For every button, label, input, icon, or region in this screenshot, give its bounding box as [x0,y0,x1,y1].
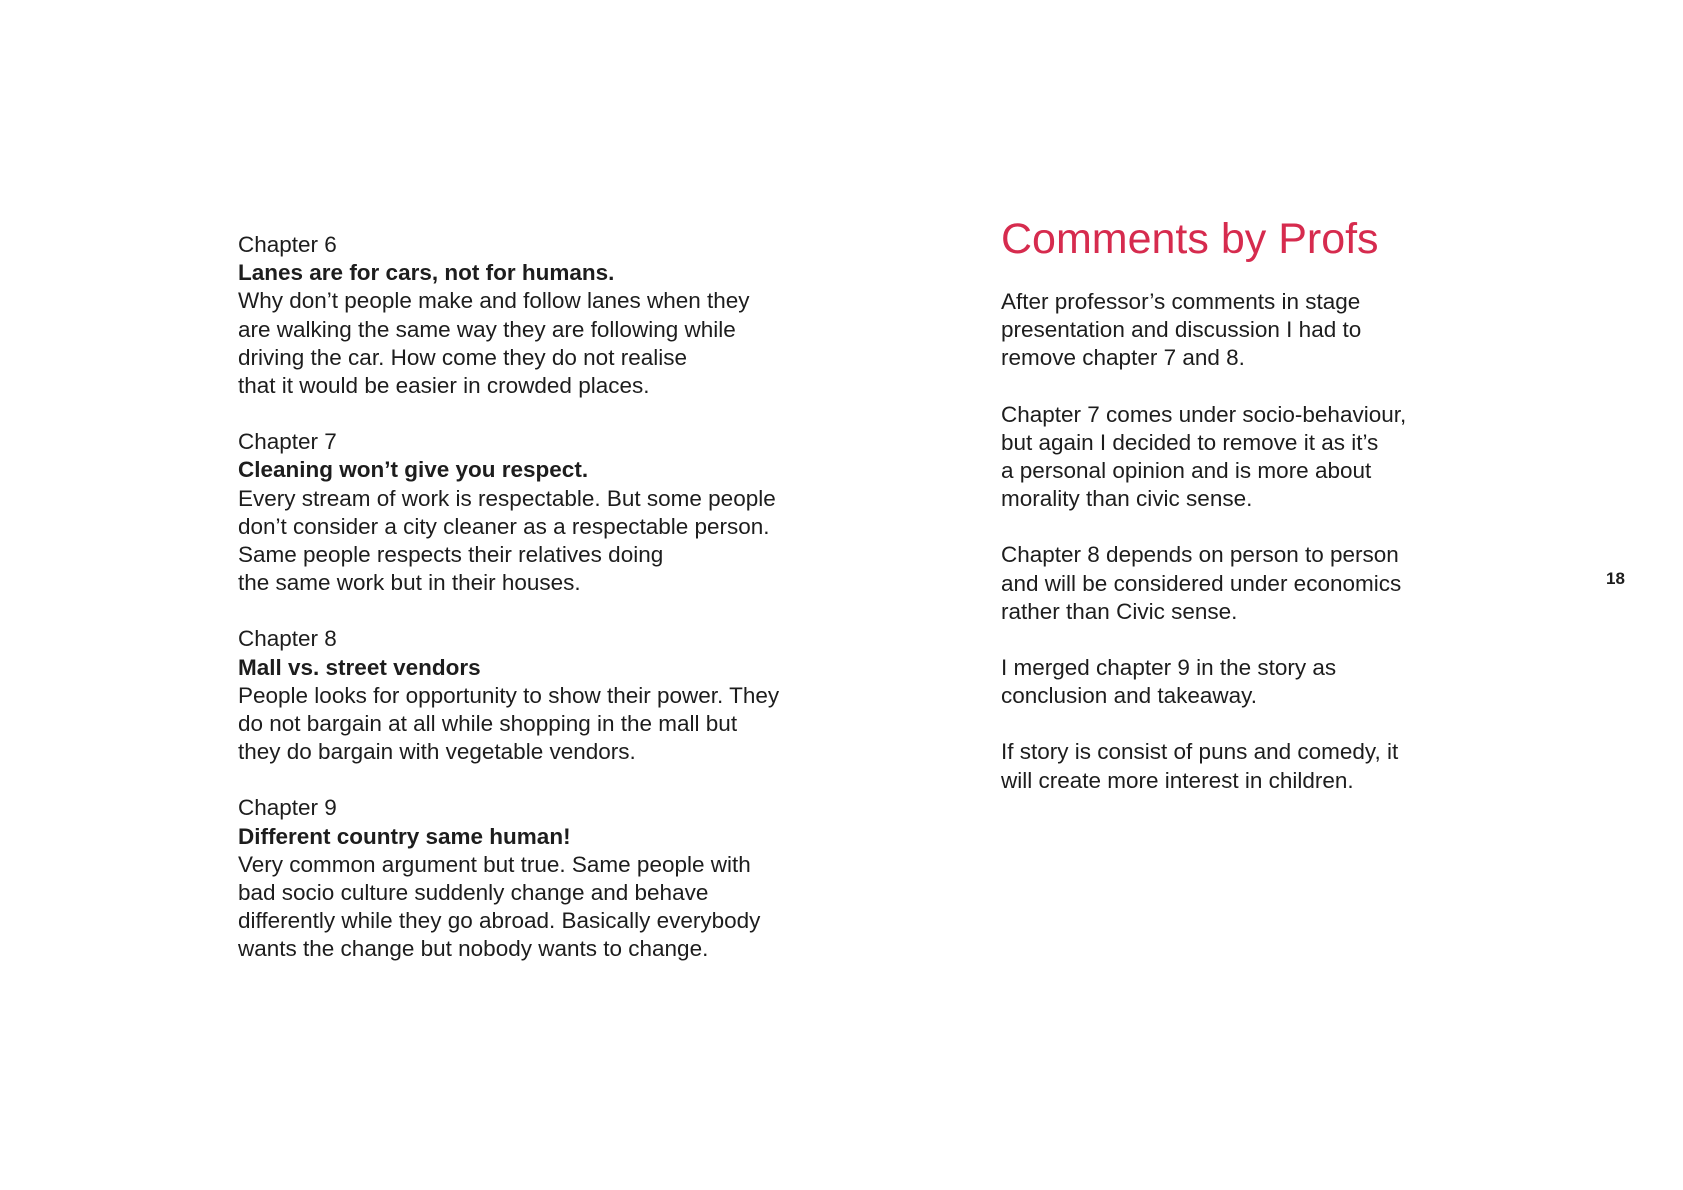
chapter-9 [238,794,858,963]
comment-text-line: rather than Civic sense. [1001,598,1238,624]
comment-text-line: a personal opinion and is more about [1001,458,1372,484]
chapter-6 [238,231,858,400]
comment-text-line: presentation and discussion I had to [1001,317,1362,343]
comment-paragraph [1001,288,1521,373]
comment-paragraph [1001,401,1521,514]
chapter-text-line: that it would be easier in crowded places. [238,373,650,399]
comment-paragraph [1001,738,1521,794]
chapter-title: Mall vs. street vendors [238,654,481,680]
comment-paragraph [1001,541,1521,626]
chapter-number: Chapter 7 [238,429,337,455]
chapter-7 [238,428,858,597]
comment-text-line: conclusion and takeaway. [1001,683,1257,709]
chapter-text-line: bad socio culture suddenly change and behave [238,880,709,906]
chapter-text-line: differently while they go abroad. Basically everybody [238,908,761,934]
chapter-text-line: don’t consider a city cleaner as a respectable person. [238,513,770,539]
comments-section [1001,212,1521,823]
chapter-title: Cleaning won’t give you respect. [238,457,589,483]
comment-paragraph [1001,654,1521,710]
chapter-text-line: Same people respects their relatives doing [238,542,664,568]
comment-text-line: If story is consist of puns and comedy, it [1001,739,1399,765]
page-number: 18 [1606,569,1625,588]
comment-text-line: and will be considered under economics [1001,570,1402,596]
comment-text-line: Chapter 8 depends on person to person [1001,542,1399,568]
chapter-text-line: Why don’t people make and follow lanes when they [238,288,750,314]
comment-text-line: morality than civic sense. [1001,486,1253,512]
chapter-text-line: driving the car. How come they do not realise [238,344,687,370]
chapter-number: Chapter 6 [238,232,337,257]
chapter-title: Lanes are for cars, not for humans. [238,260,615,286]
chapter-number: Chapter 8 [238,626,337,652]
comment-text-line: Chapter 7 comes under socio-behaviour, [1001,401,1407,427]
comments-heading: Comments by Profs [1001,215,1379,263]
comment-text-line: After professor’s comments in stage [1001,289,1361,314]
chapter-text-line: Every stream of work is respectable. But some people [238,485,776,511]
chapter-text-line: they do bargain with vegetable vendors. [238,739,636,765]
comment-text-line: I merged chapter 9 in the story as [1001,655,1337,681]
chapter-8 [238,625,858,766]
comment-text-line: remove chapter 7 and 8. [1001,345,1245,371]
chapter-text-line: wants the change but nobody wants to change. [238,936,709,962]
comment-text-line: will create more interest in children. [1001,767,1354,793]
chapter-text-line: the same work but in their houses. [238,570,581,596]
comment-text-line: but again I decided to remove it as it’s [1001,429,1379,455]
chapter-number: Chapter 9 [238,795,337,821]
chapter-text-line: are walking the same way they are following while [238,316,736,342]
chapter-title: Different country same human! [238,823,571,849]
chapter-list [238,231,858,992]
chapter-text-line: do not bargain at all while shopping in the mall but [238,711,738,737]
chapter-text-line: People looks for opportunity to show their power. They [238,682,780,708]
chapter-text-line: Very common argument but true. Same people with [238,851,751,877]
